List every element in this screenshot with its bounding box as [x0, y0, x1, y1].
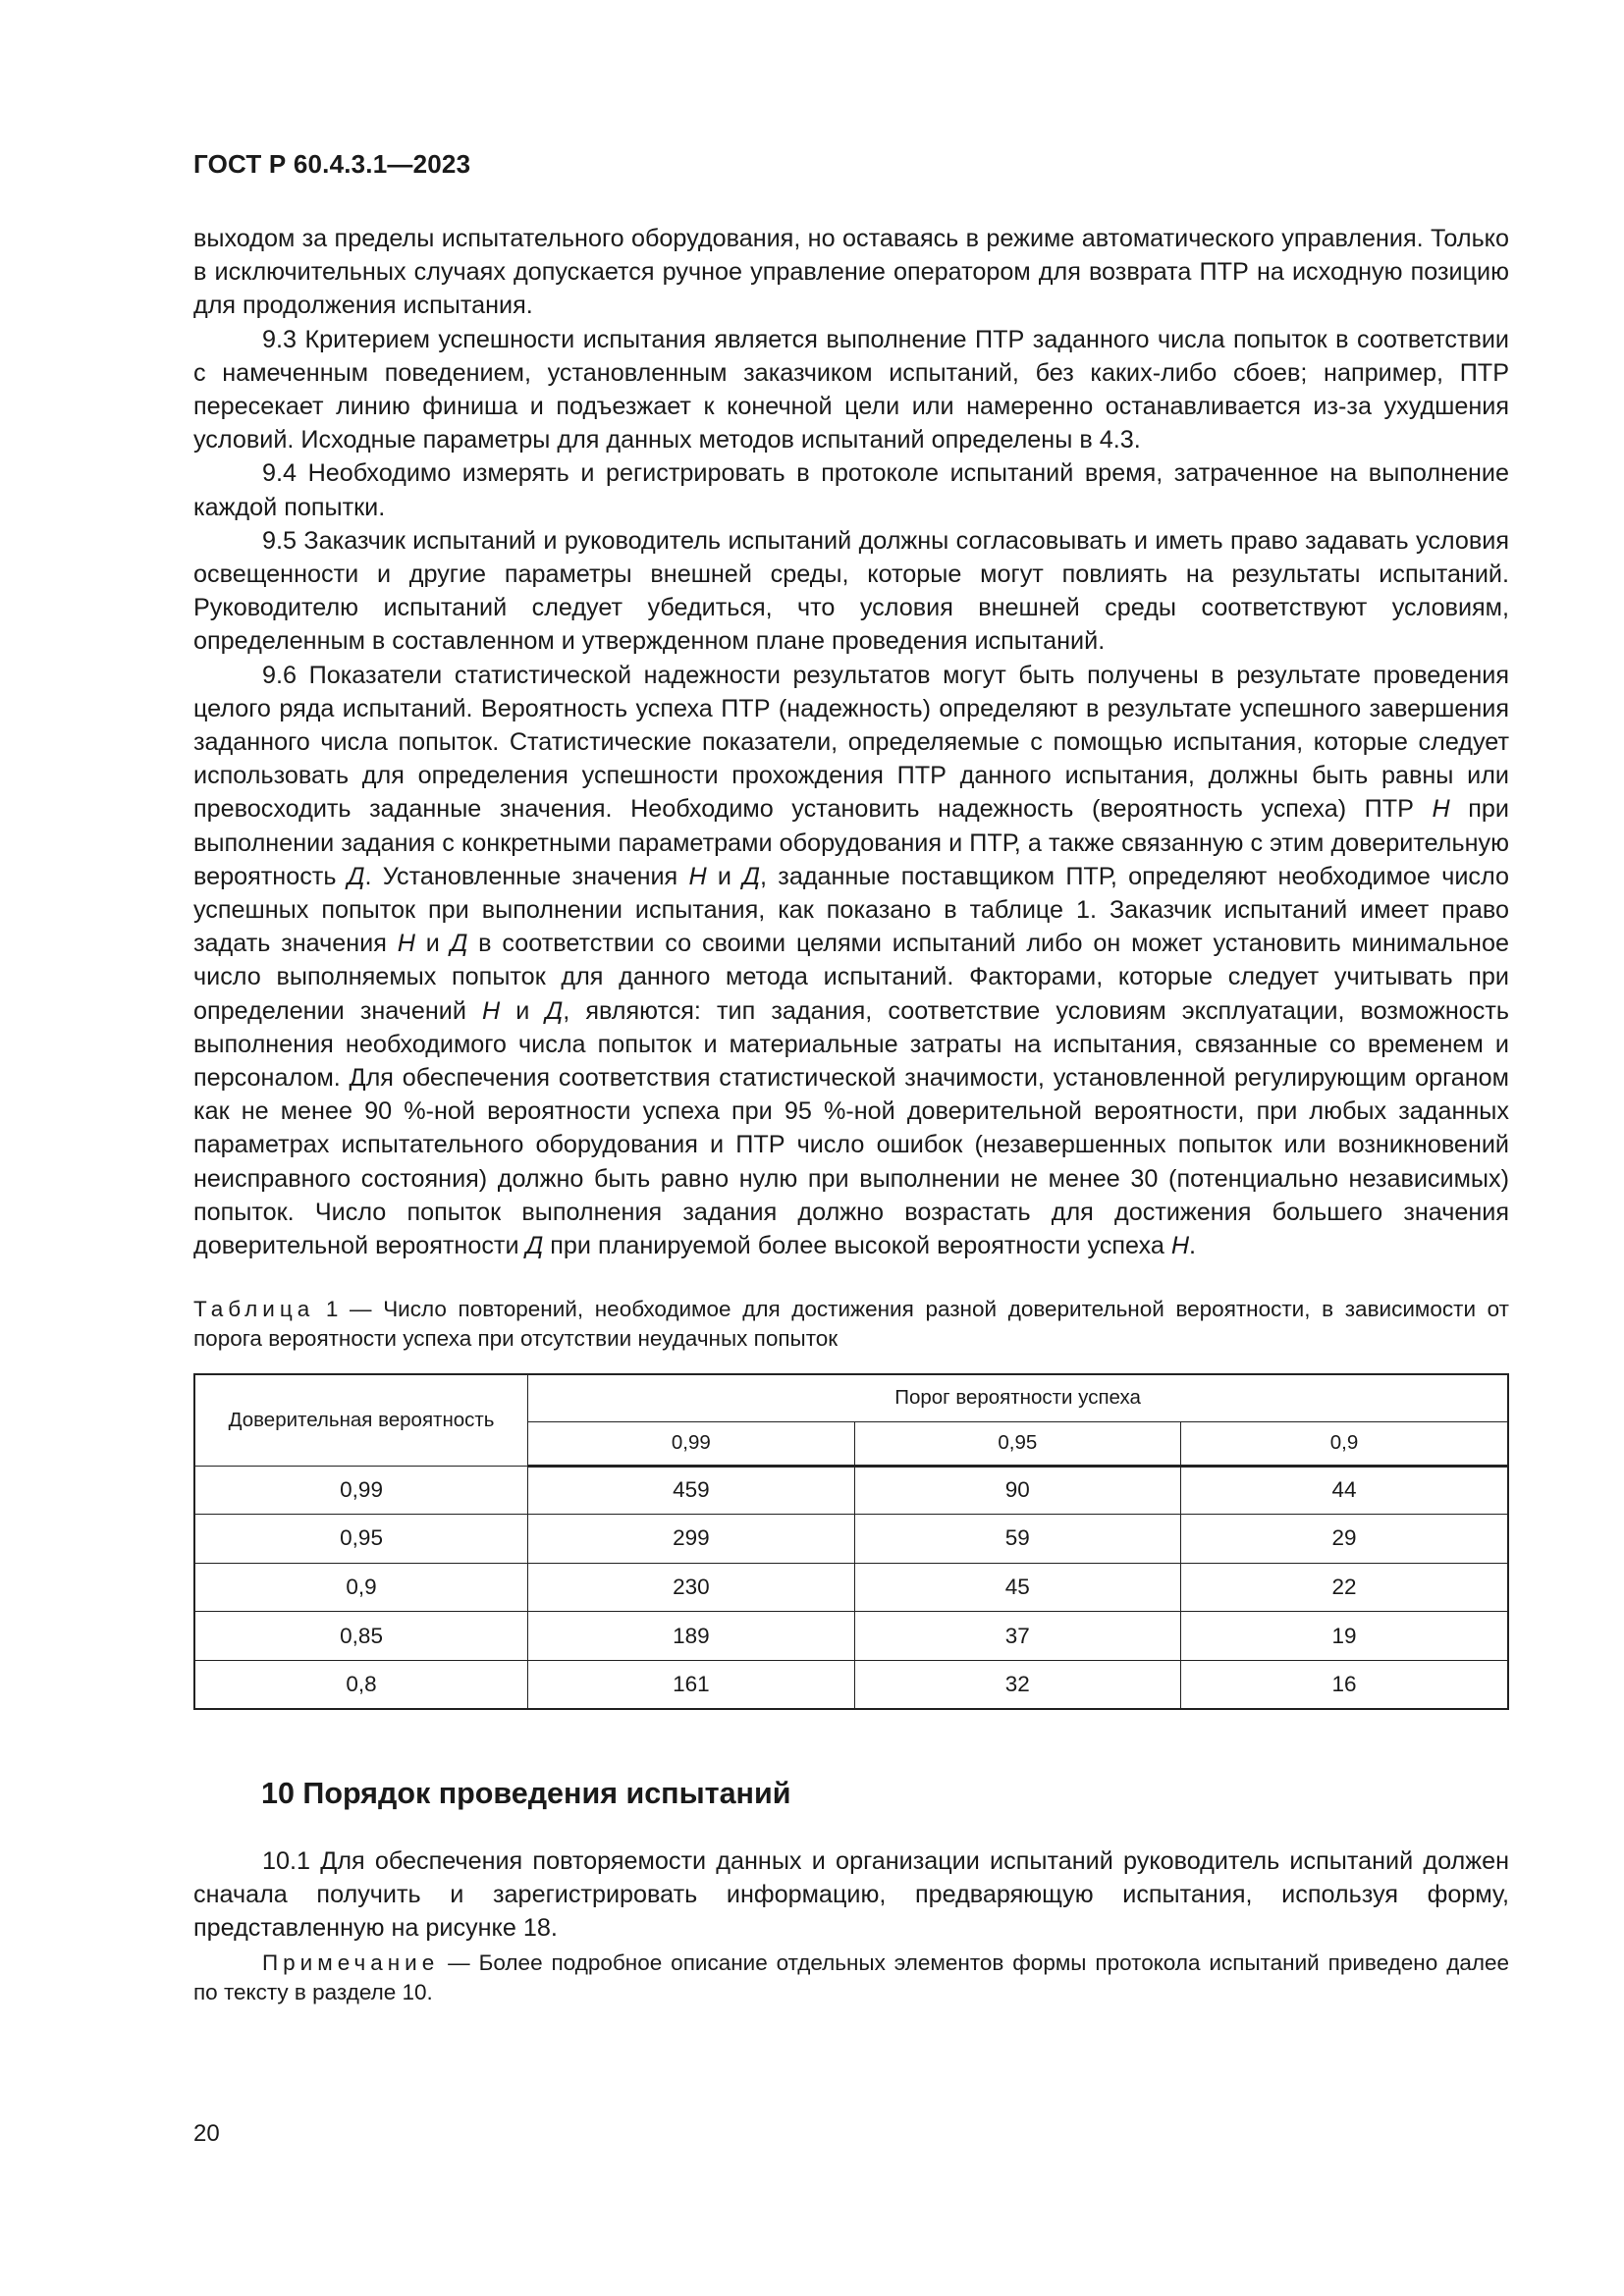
- table-cell: 22: [1181, 1563, 1508, 1612]
- table-cell: 299: [528, 1515, 854, 1564]
- table-cell: 16: [1181, 1660, 1508, 1709]
- text-run: . Установленные значения: [364, 862, 689, 890]
- cell-confidence: 0,9: [194, 1563, 528, 1612]
- caption-label: Таблица: [193, 1297, 315, 1321]
- paragraph-9-5: 9.5 Заказчик испытаний и руководитель испытаний должны согласовывать и иметь право задавать условия освещенности и другие параметры внешней среды, которые могут повлиять на результаты испытаний. Руководителю испытаний следует убедиться, что условия внешней среды соответствуют условиям, определенным в составленном и утвержденном плане проведения испытаний.: [193, 526, 1509, 656]
- symbol-d: Д: [545, 996, 564, 1025]
- column-header-threshold-value: 0,9: [1181, 1421, 1508, 1466]
- note: [193, 1949, 1509, 2007]
- data-table: [193, 1373, 1509, 1710]
- table-cell: 230: [528, 1563, 854, 1612]
- table-cell: 161: [528, 1660, 854, 1709]
- page-number: 20: [193, 2120, 220, 2147]
- standard-header: ГОСТ Р 60.4.3.1—2023: [193, 149, 471, 179]
- table-cell: 90: [854, 1466, 1180, 1515]
- text-run: .: [1189, 1232, 1197, 1260]
- table-header-row: [194, 1374, 1508, 1421]
- symbol-h: Н: [1170, 1232, 1190, 1260]
- paragraph-9-6: [193, 659, 1509, 1263]
- text-run: при выполнении задания с конкретными параметрами оборудования и ПТР, а также связанную с этим доверительную вероятность: [193, 795, 1509, 890]
- table-row: [194, 1515, 1508, 1564]
- cell-confidence: 0,85: [194, 1612, 528, 1661]
- table-cell: 59: [854, 1515, 1180, 1564]
- table-cell: 44: [1181, 1466, 1508, 1515]
- column-header-threshold-value: 0,95: [854, 1421, 1180, 1466]
- paragraph-9-3: 9.3 Критерием успешности испытания является выполнение ПТР заданного числа попыток в соответствии с намеченным поведением, установленным заказчиком испытаний, без каких-либо сбоев; например, ПТР пересекает линию финиша и подъезжает к конечной цели или намеренно останавливается из-за ухудшения условий. Исходные параметры для данных методов испытаний определены в 4.3.: [193, 325, 1509, 454]
- symbol-d: Д: [742, 862, 761, 890]
- table-cell: 45: [854, 1563, 1180, 1612]
- table-cell: 459: [528, 1466, 854, 1515]
- note-label: Примечание: [262, 1950, 440, 1975]
- symbol-d: Д: [347, 862, 365, 890]
- column-header-confidence: Доверительная вероятность: [194, 1374, 528, 1466]
- text-run: и: [500, 996, 546, 1025]
- table-cell: 19: [1181, 1612, 1508, 1661]
- table-row: [194, 1563, 1508, 1612]
- paragraph-9-4: 9.4 Необходимо измерять и регистрировать в протоколе испытаний время, затраченное на выполнение каждой попытки.: [193, 459, 1509, 521]
- symbol-h: Н: [397, 930, 415, 958]
- symbol-d: Д: [525, 1232, 544, 1260]
- symbol-h: Н: [1432, 795, 1450, 824]
- table-cell: 29: [1181, 1515, 1508, 1564]
- text-run: 9.6 Показатели статистической надежности результатов могут быть получены в результате проведения целого ряда испытаний. Вероятность успеха ПТР (надежность) определяют в результате успешного завершения заданного числа попыток. Статистические показатели, определяемые с помощью испытания, которые следует использовать для определения успешности прохождения ПТР данного испытания, должны быть равны или превосходить заданные значения. Необходимо установить надежность (вероятность успеха) ПТР: [193, 661, 1509, 824]
- text-run: и: [706, 862, 743, 890]
- table-cell: 189: [528, 1612, 854, 1661]
- text-run: и: [414, 930, 451, 958]
- table-row: [194, 1660, 1508, 1709]
- table-row: [194, 1466, 1508, 1515]
- table-caption: [193, 1295, 1509, 1354]
- column-header-threshold: Порог вероятности успеха: [528, 1374, 1508, 1421]
- text-run: в соответствии со своими целями испытаний либо он может установить минимальное число выполняемых попыток для данного метода испытаний. Факторами, которые следует учитывать при определении значений: [193, 930, 1509, 1025]
- table-cell: 37: [854, 1612, 1180, 1661]
- symbol-h: Н: [688, 862, 707, 890]
- section-9-text: [193, 222, 1509, 1262]
- section-10-title: 10 Порядок проведения испытаний: [261, 1777, 791, 1810]
- paragraph-10-1: 10.1 Для обеспечения повторяемости данных и организации испытаний руководитель испытаний должен сначала получить и зарегистрировать информацию, предваряющую испытания, используя форму, представленную на рисунке 18.: [193, 1847, 1509, 1943]
- symbol-d: Д: [450, 930, 468, 958]
- table-cell: 32: [854, 1660, 1180, 1709]
- section-10-text: [193, 1844, 1509, 1946]
- text-run: , заданные поставщиком ПТР, определяют необходимое число успешных попыток при выполнении испытания, как показано в таблице 1. Заказчик испытаний имеет право задать значения: [193, 862, 1509, 958]
- cell-confidence: 0,95: [194, 1515, 528, 1564]
- paragraph-continued: выходом за пределы испытательного оборудования, но оставаясь в режиме автоматического управления. Только в исключительных случаях допускается ручное управление оператором для возврата ПТР на исходную позицию для продолжения испытания.: [193, 225, 1509, 320]
- cell-confidence: 0,8: [194, 1660, 528, 1709]
- note-text: — Более подробное описание отдельных элементов формы протокола испытаний приведено далее по тексту в разделе 10.: [193, 1950, 1509, 2004]
- text-run: при планируемой более высокой вероятности успеха: [543, 1232, 1171, 1260]
- text-run: , являются: тип задания, соответствие условиям эксплуатации, возможность выполнения необходимого числа попыток и материальные затраты на испытания, связанные со временем и персоналом. Для обеспечения соответствия статистической значимости, установленной регулирующим органом как не менее 90 %-ной вероятности успеха при 95 %-ной доверительной вероятности, при любых заданных параметрах испытательного оборудования и ПТР число ошибок (незавершенных попыток или возникновений неисправного состояния) должно быть равно нулю при выполнении не менее 30 (потенциально независимых) попыток. Число попыток выполнения задания должно возрастать для достижения большего значения доверительной вероятности: [193, 996, 1509, 1260]
- symbol-h: Н: [482, 996, 501, 1025]
- table-row: [194, 1612, 1508, 1661]
- column-header-threshold-value: 0,99: [528, 1421, 854, 1466]
- caption-text: 1 — Число повторений, необходимое для достижения разной доверительной вероятности, в зависимости от порога вероятности успеха при отсутствии неудачных попыток: [193, 1297, 1509, 1351]
- cell-confidence: 0,99: [194, 1466, 528, 1515]
